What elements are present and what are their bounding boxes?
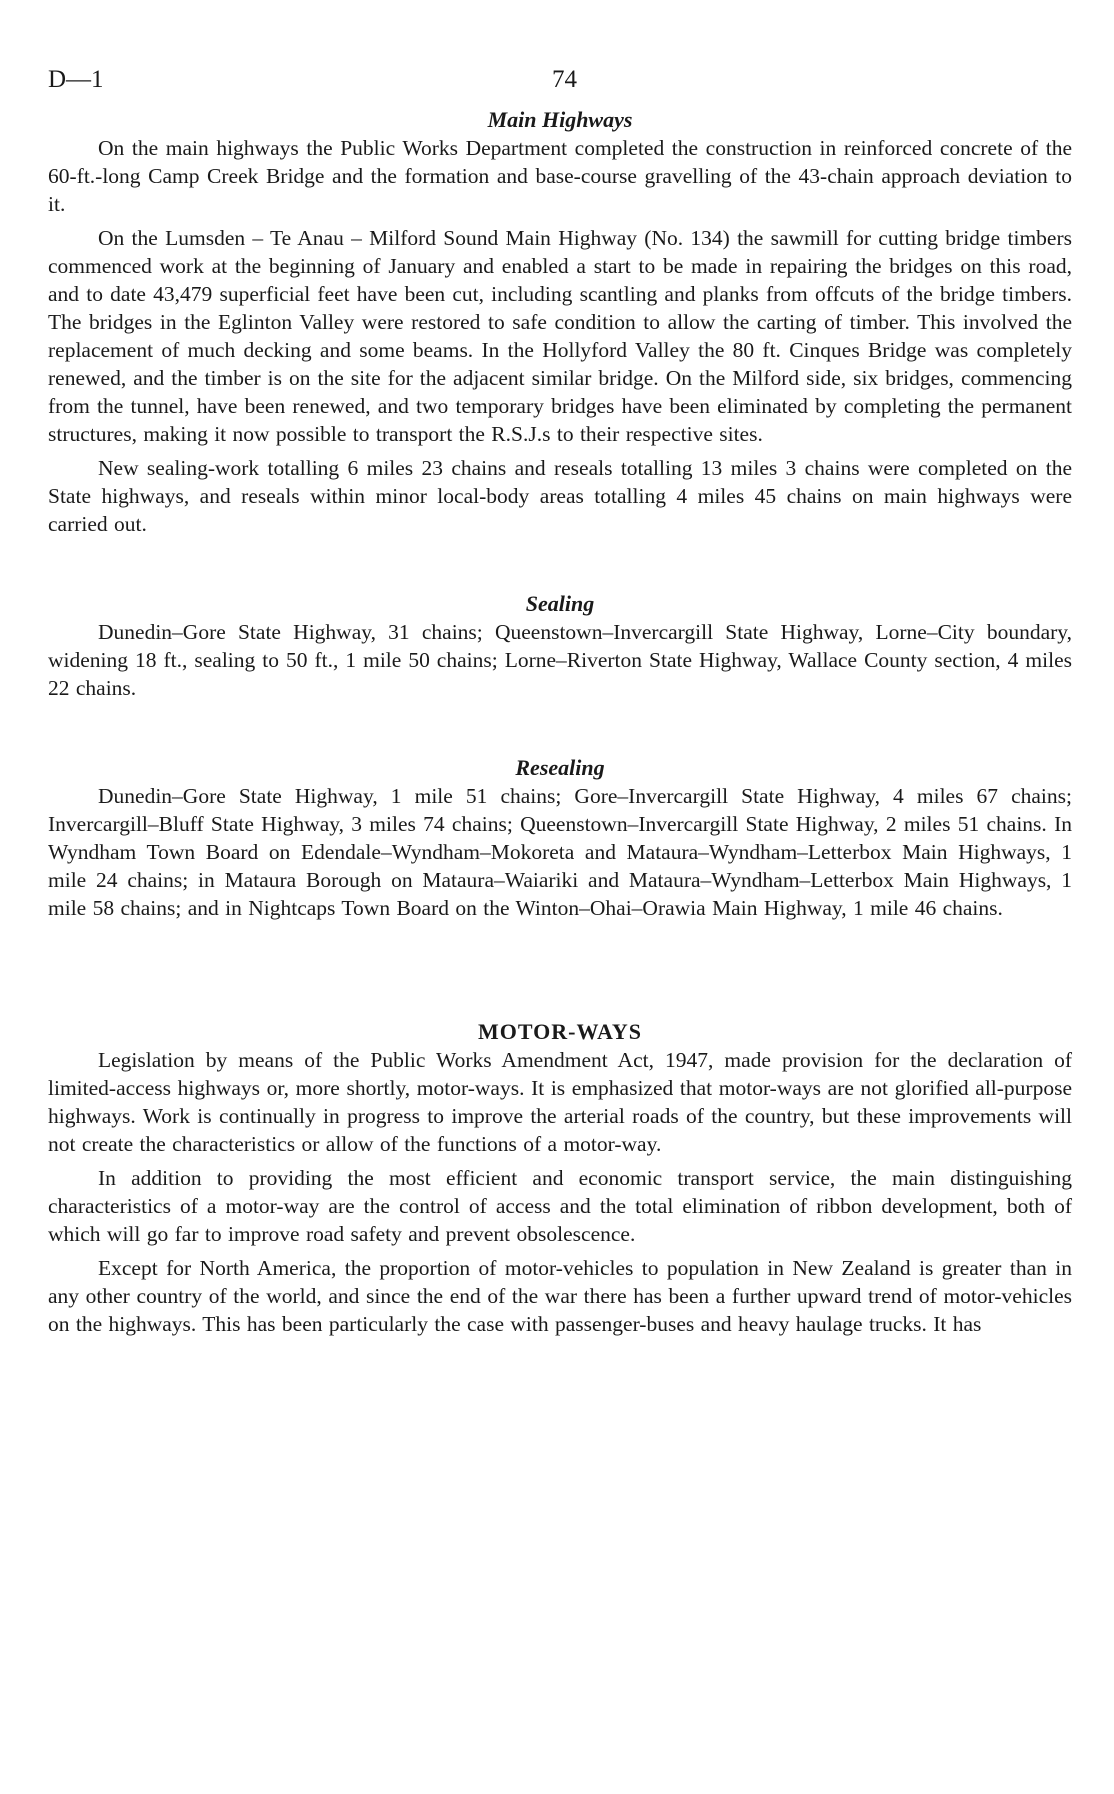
main-highways-heading: Main Highways <box>487 107 633 132</box>
document-page <box>48 66 1072 1338</box>
motorways-heading: MOTOR-WAYS <box>477 1019 643 1044</box>
main-highways-section <box>48 106 1072 538</box>
document-reference: D—1 <box>48 66 104 93</box>
sealing-paragraph: Dunedin–Gore State Highway, 31 chains; Queenstown–Invercargill State Highway, Lorne–City boundary, widening 18 ft., sealing to 50 ft., 1 mile 50 chains; Lorne–Riverton State Highway, Wallace County section, 4 miles 22 chains. <box>48 620 1072 700</box>
main-highways-paragraph-2: On the Lumsden – Te Anau – Milford Sound Main Highway (No. 134) the sawmill for cutting bridge timbers commenced work at the beginning of January and enabled a start to be made in repairing the bridges on this road, and to date 43,479 superficial feet have been cut, including scantling and planks from offcuts of the bridge timbers. The bridges in the Eglinton Valley were restored to safe condition to allow the carting of timber. This involved the replacement of much decking and some beams. In the Hollyford Valley the 80 ft. Cinques Bridge was completely renewed, and the timber is on the site for the adjacent similar bridge. On the Milford side, six bridges, commencing from the tunnel, have been renewed, and two temporary bridges have been eliminated by completing the permanent structures, making it now possible to transport the R.S.J.s to their respective sites. <box>48 226 1072 446</box>
sealing-section <box>48 590 1072 702</box>
main-highways-paragraph-3: New sealing-work totalling 6 miles 23 chains and reseals totalling 13 miles 3 chains were completed on the State highways, and reseals within minor local-body areas totalling 4 miles 45 chains on main highways were carried out. <box>48 456 1072 536</box>
motorways-paragraph-2: In addition to providing the most efficient and economic transport service, the main distinguishing characteristics of a motor-way are the control of access and the total elimination of ribbon development, both of which will go far to improve road safety and prevent obsolescence. <box>48 1166 1072 1246</box>
page-header <box>48 66 1072 106</box>
main-highways-paragraph-1: On the main highways the Public Works Department completed the construction in reinforced concrete of the 60-ft.-long Camp Creek Bridge and the formation and base-course gravelling of the 43-chain approach deviation to it. <box>48 136 1072 216</box>
motorways-section <box>48 1018 1072 1338</box>
resealing-section <box>48 754 1072 922</box>
motorways-paragraph-3: Except for North America, the proportion of motor-vehicles to population in New Zealand is greater than in any other country of the world, and since the end of the war there has been a further upward trend of motor-vehicles on the highways. This has been particularly the case with passenger-buses and heavy haulage trucks. It has <box>48 1256 1072 1336</box>
page-number: 74 <box>552 66 577 93</box>
resealing-paragraph: Dunedin–Gore State Highway, 1 mile 51 chains; Gore–Invercargill State Highway, 4 miles 67 chains; Invercargill–Bluff State Highway, 3 miles 74 chains; Queenstown–Invercargill State Highway, 2 miles 51 chains. In Wyndham Town Board on Edendale–Wyndham–Mokoreta and Mataura–Wyndham–Letterbox Main Highways, 1 mile 24 chains; in Mataura Borough on Mataura–Waiariki and Mataura–Wyndham–Letterbox Main Highways, 1 mile 58 chains; and in Nightcaps Town Board on the Winton–Ohai–Orawia Main Highway, 1 mile 46 chains. <box>48 784 1072 920</box>
motorways-paragraph-1: Legislation by means of the Public Works Amendment Act, 1947, made provision for the declaration of limited-access highways or, more shortly, motor-ways. It is emphasized that motor-ways are not glorified all-purpose highways. Work is continually in progress to improve the arterial roads of the country, but these improvements will not create the characteristics or allow of the functions of a motor-way. <box>48 1048 1072 1156</box>
resealing-heading: Resealing <box>515 755 605 780</box>
sealing-heading: Sealing <box>525 591 595 616</box>
